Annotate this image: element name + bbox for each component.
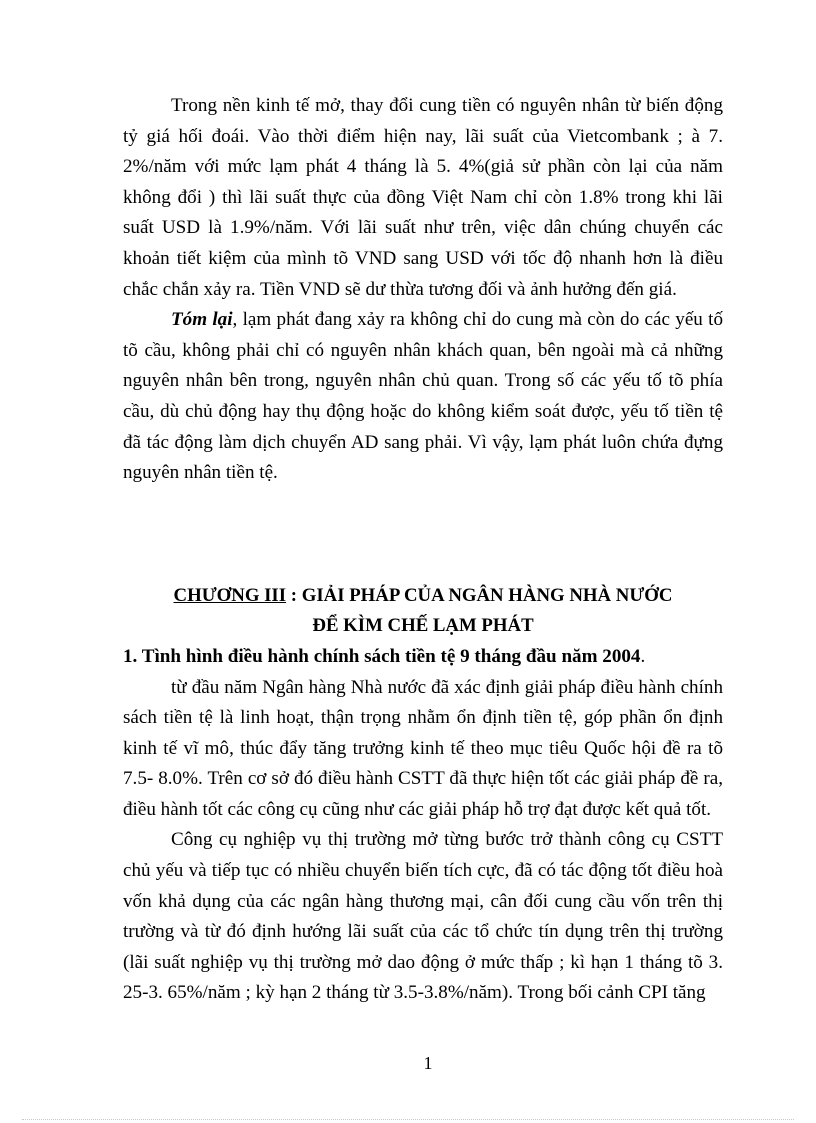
section-heading-text: 1. Tình hình điều hành chính sách tiền tệ 9 tháng đầu năm 2004 bbox=[123, 645, 641, 667]
paragraph-open-market: Công cụ nghiệp vụ thị trường mở từng bước trở thành công cụ CSTT chủ yếu và tiếp tục có nhiều chuyển biến tích cực, đã có tác động tốt điều hoà vốn khả dụng của các ngân hàng thương mại, cân đối cung cầu vốn trên thị trường và từ đó định hướng lãi suất của các tổ chức tín dụng trên thị trường (lãi suất nghiệp vụ thị trường mở dao động ở mức thấp ; kì hạn 1 tháng tõ 3. 25-3. 65%/năm ; kỳ hạn 2 tháng từ 3.5-3.8%/năm). Trong bối cảnh CPI tăng bbox=[123, 829, 723, 1004]
paragraph-summary bbox=[123, 305, 723, 489]
section-heading-end: . bbox=[640, 645, 646, 667]
page-bottom-divider bbox=[22, 1119, 794, 1120]
chapter-title-line1 bbox=[123, 581, 723, 612]
summary-lead: Tóm lại bbox=[171, 309, 233, 331]
document-page bbox=[123, 91, 723, 1009]
chapter-label: CHƯƠNG III bbox=[173, 584, 287, 606]
paragraph-exchange-rate: Trong nền kinh tế mở, thay đổi cung tiền có nguyên nhân từ biến động tỷ giá hối đoái. Vào thời điểm hiện nay, lãi suất của Vietcombank ; à 7. 2%/năm với mức lạm phát 4 tháng là 5. 4%(giả sử phần còn lại của năm không đổi ) thì lãi suất thực của đồng Việt Nam chỉ còn 1.8% trong khi lãi suất USD là 1.9%/năm. Với lãi suất như trên, việc dân chúng chuyển các khoản tiết kiệm của mình tõ VND sang USD với tốc độ nhanh hơn là điều chắc chắn xảy ra. Tiền VND sẽ dư thừa tương đối và ảnh hưởng đến giá. bbox=[123, 95, 723, 300]
section-heading bbox=[123, 642, 723, 673]
summary-body: , lạm phát đang xảy ra không chỉ do cung mà còn do các yếu tố tõ cầu, không phải chỉ có nguyên nhân khách quan, bên ngoài mà cả những nguyên nhân bên trong, nguyên nhân chủ quan. Trong số các yếu tố tõ phía cầu, dù chủ động hay thụ động hoặc do không kiểm soát được, yếu tố tiền tệ đã tác động làm dịch chuyển AD sang phải. Vì vậy, lạm phát luôn chứa đựng nguyên nhân tiền tệ. bbox=[123, 309, 723, 484]
paragraph-policy: từ đầu năm Ngân hàng Nhà nước đã xác định giải pháp điều hành chính sách tiền tệ là linh hoạt, thận trọng nhằm ổn định tiền tệ, góp phần ổn định kinh tế vĩ mô, thúc đẩy tăng trưởng kinh tế theo mục tiêu Quốc hội đề ra tõ 7.5- 8.0%. Trên cơ sở đó điều hành CSTT đã thực hiện tốt các giải pháp đề ra, điều hành tốt các công cụ cũng như các giải pháp hỗ trợ đạt được kết quả tốt. bbox=[123, 676, 723, 820]
chapter-title-line2: ĐỂ KÌM CHẾ LẠM PHÁT bbox=[312, 615, 534, 637]
page-number: 1 bbox=[423, 1053, 433, 1073]
chapter-title-rest: : GIẢI PHÁP CỦA NGÂN HÀNG NHÀ NƯỚC bbox=[286, 584, 673, 606]
